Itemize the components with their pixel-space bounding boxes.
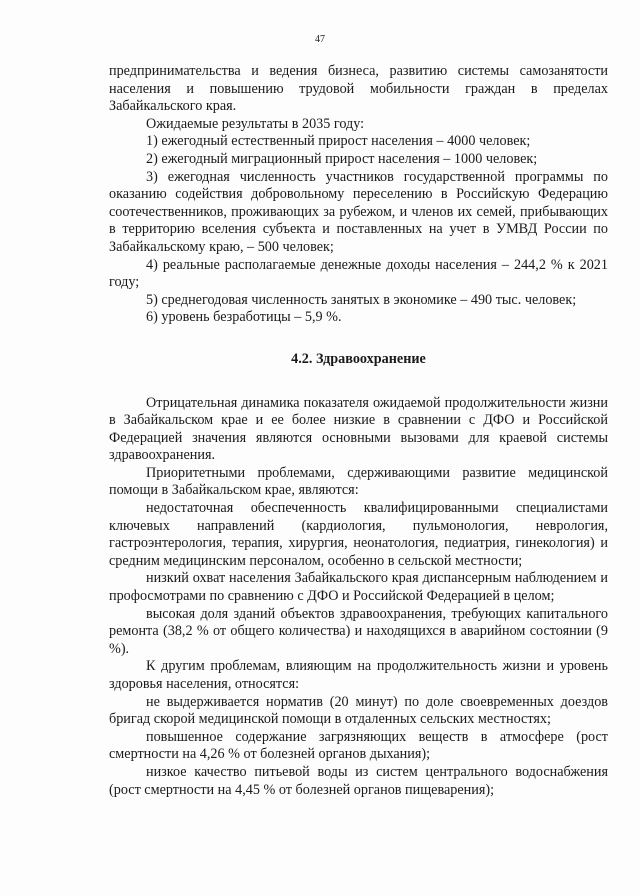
section-heading: 4.2. Здравоохранение (291, 350, 426, 367)
paragraph: К другим проблемам, влияющим на продолжительность жизни и уровень здоровья населения, относятся: (109, 658, 608, 692)
paragraph: Приоритетными проблемами, сдерживающими развитие медицинской помощи в Забайкальском крае, являются: (109, 464, 608, 499)
list-item: 1) ежегодный естественный прирост населения – 4000 человек; (146, 133, 531, 150)
document-body (109, 63, 608, 799)
list-item: 3) ежегодная численность участников государственной программы по оказанию содействия добровольному переселению в Российскую Федерацию соотечественников, проживающих за рубежом, и членов их семей, прибывающих в территорию вселения субъекта и поставленных на учет в УМВД России по Забайкальскому краю, – 500 человек; (109, 168, 608, 255)
problem-item: повышенное содержание загрязняющих веществ в атмосфере (рост смертности на 4,26 % от болезней органов дыхания); (109, 728, 608, 763)
problem-item: высокая доля зданий объектов здравоохранения, требующих капитального ремонта (38,2 % от общего количества) и находящихся в аварийном состоянии (9 %). (109, 605, 608, 657)
paragraph: предпринимательства и ведения бизнеса, развитию системы самозанятости населения и повышению трудовой мобильности граждан в пределах Забайкальского края. (109, 63, 608, 115)
problem-item: недостаточная обеспеченность квалифицированными специалистами ключевых направлений (кардиология, пульмонология, неврология, гастроэнтерология, терапия, хирургия, неонатология, педиатрия, гинекология) и средним медицинским персоналом, особенно в сельской местности; (109, 500, 608, 569)
list-item: 6) уровень безработицы – 5,9 %. (146, 309, 342, 326)
list-item: 2) ежегодный миграционный прирост населения – 1000 человек; (146, 150, 538, 167)
problem-item: низкий охват населения Забайкальского края диспансерным наблюдением и профосмотрами по сравнению с ДФО и Российской Федерацией в целом; (109, 570, 608, 605)
problem-item: низкое качество питьевой воды из систем центрального водоснабжения (рост смертности на 4,45 % от болезней органов пищеварения); (109, 763, 608, 798)
list-item: 5) среднегодовая численность занятых в экономике – 490 тыс. человек; (146, 291, 577, 308)
list-item: 4) реальные располагаемые денежные доходы населения – 244,2 % к 2021 году; (109, 256, 608, 291)
paragraph: Отрицательная динамика показателя ожидаемой продолжительности жизни в Забайкальском крае и ее более низкие в сравнении с ДФО и Российской Федерацией значения являются основными вызовами для краевой системы здравоохранения. (109, 394, 608, 464)
paragraph: Ожидаемые результаты в 2035 году: (146, 115, 365, 132)
problem-item: не выдерживается норматив (20 минут) по доле своевременных доездов бригад скорой медицинской помощи в отдаленных сельских местностях; (109, 693, 608, 728)
page-number: 47 (315, 34, 325, 45)
